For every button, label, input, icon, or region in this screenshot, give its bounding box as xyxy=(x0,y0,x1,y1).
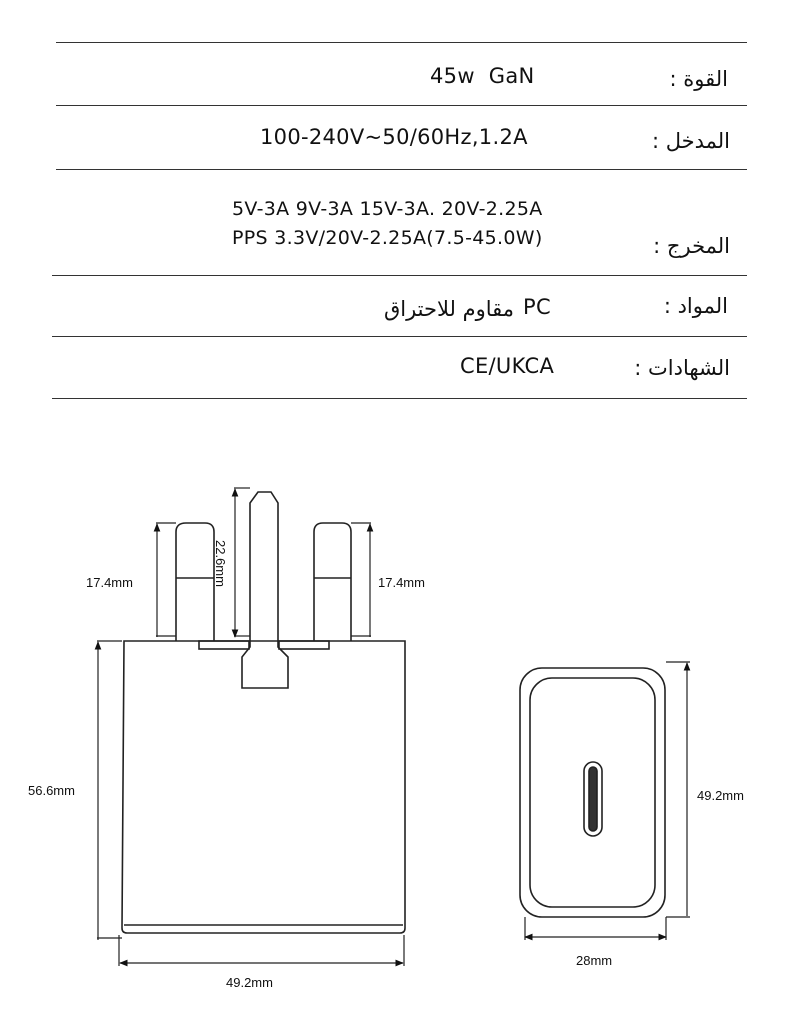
charger-side-view xyxy=(122,492,405,933)
center-pin xyxy=(242,492,288,688)
charger-front-view xyxy=(520,668,665,917)
dim-body-height-label: 56.6mm xyxy=(28,783,75,798)
pin-sleeve-right xyxy=(279,641,329,649)
material-value-ar: مقاوم للاحتراق xyxy=(383,297,514,321)
dim-pin-left-label: 17.4mm xyxy=(86,575,133,590)
certs-label: الشهادات : xyxy=(634,356,730,380)
dimension-svg xyxy=(0,420,790,1008)
certs-value: CE/UKCA xyxy=(460,354,555,378)
pin-sleeve-left xyxy=(199,641,249,649)
input-label: المدخل : xyxy=(651,129,730,153)
table-divider xyxy=(56,169,747,170)
dim-front-height-label: 49.2mm xyxy=(697,788,744,803)
table-divider xyxy=(56,105,747,106)
table-divider xyxy=(52,398,747,399)
charger-body xyxy=(122,641,405,933)
table-divider xyxy=(52,275,747,276)
output-value-line2: PPS 3.3V/20V-2.25A(7.5-45.0W) xyxy=(232,227,543,249)
table-divider xyxy=(52,336,747,337)
table-divider xyxy=(56,42,747,43)
output-value-line1: 5V-3A 9V-3A 15V-3A. 20V-2.25A xyxy=(232,198,543,220)
dim-pin-right-label: 17.4mm xyxy=(378,575,425,590)
spec-table xyxy=(0,0,790,420)
output-label: المخرج : xyxy=(653,234,730,258)
material-label: المواد : xyxy=(663,294,728,318)
material-value-en: PC xyxy=(523,295,551,319)
input-value: 100-240V~50/60Hz,1.2A xyxy=(260,125,528,149)
power-label: القوة : xyxy=(669,67,728,91)
dimension-drawing xyxy=(0,420,790,1008)
dim-front-width-label: 28mm xyxy=(576,953,613,968)
left-pin xyxy=(176,523,214,641)
power-value: 45w GaN xyxy=(430,64,535,88)
dim-pin-center-label: 22.6mm xyxy=(213,540,228,587)
usb-c-port-inner xyxy=(589,767,597,831)
dim-body-width-label: 49.2mm xyxy=(226,975,273,990)
right-pin xyxy=(314,523,351,641)
